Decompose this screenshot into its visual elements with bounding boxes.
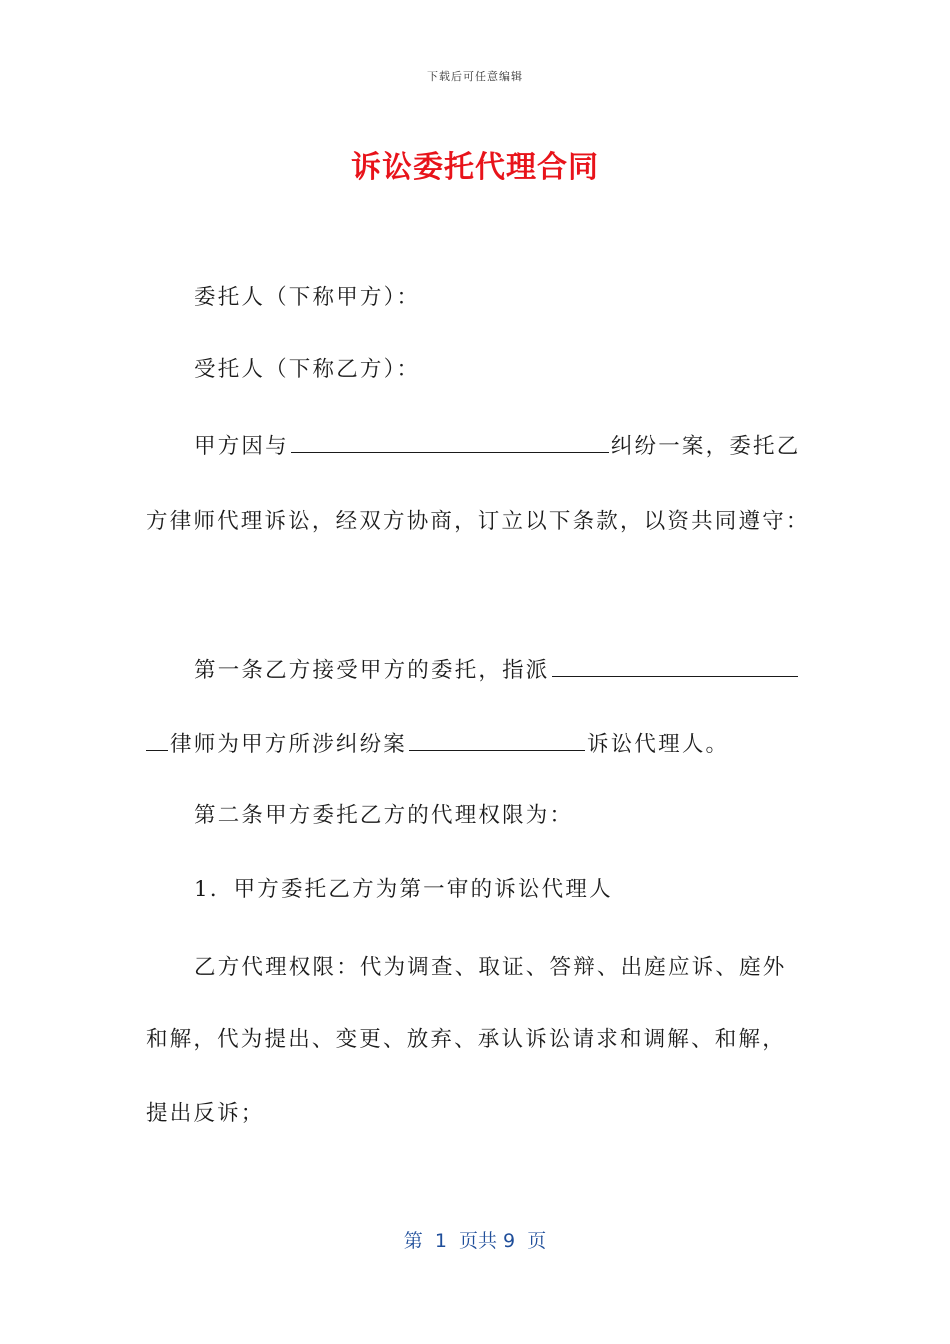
- case-intro-text: 甲方因与: [194, 434, 289, 459]
- client-label: 委托人（下称甲方）：: [194, 285, 421, 310]
- authority-line-3: [146, 1098, 806, 1130]
- article-1-text: 第一条乙方接受甲方的委托，指派: [194, 658, 550, 683]
- case-intro-text-cont: 纠纷一案，委托乙: [610, 434, 801, 459]
- blank-line-lawyer-cont: [146, 726, 168, 751]
- item-1: [194, 874, 854, 906]
- article-1-line-1: [194, 652, 854, 687]
- paragraph-client: [194, 282, 854, 314]
- agent-label: 受托人（下称乙方）：: [194, 357, 421, 382]
- article-1-text-cont: 律师为甲方所涉纠纷案: [170, 732, 408, 757]
- document-title: 诉讼委托代理合同: [351, 150, 599, 185]
- page-number: 第 1 页共 9 页: [403, 1230, 547, 1252]
- paragraph-case-intro: [194, 428, 854, 463]
- blank-line-case: [409, 726, 585, 751]
- article-2: [194, 800, 854, 832]
- paragraph-case-intro-cont: [146, 506, 810, 538]
- article-2-text: 第二条甲方委托乙方的代理权限为：: [194, 803, 574, 828]
- authority-line-2: [146, 1024, 806, 1056]
- article-1-text-end: 诉讼代理人。: [587, 732, 730, 757]
- blank-line-lawyer: [552, 652, 798, 677]
- authority-text-2: 和解，代为提出、变更、放弃、承认诉讼请求和调解、和解，: [146, 1027, 786, 1052]
- item-1-text: 1．甲方委托乙方为第一审的诉讼代理人: [194, 877, 613, 902]
- article-1-line-2: [146, 726, 806, 761]
- case-intro-continuation: 方律师代理诉讼，经双方协商，订立以下条款，以资共同遵守：: [146, 509, 810, 534]
- header-note: 下载后可任意编辑: [427, 70, 523, 83]
- blank-line-party: [291, 428, 609, 453]
- authority-line-1: [194, 952, 854, 984]
- authority-text-3: 提出反诉；: [146, 1101, 265, 1126]
- paragraph-agent: [194, 354, 854, 386]
- authority-text-1: 乙方代理权限：代为调查、取证、答辩、出庭应诉、庭外: [194, 955, 787, 980]
